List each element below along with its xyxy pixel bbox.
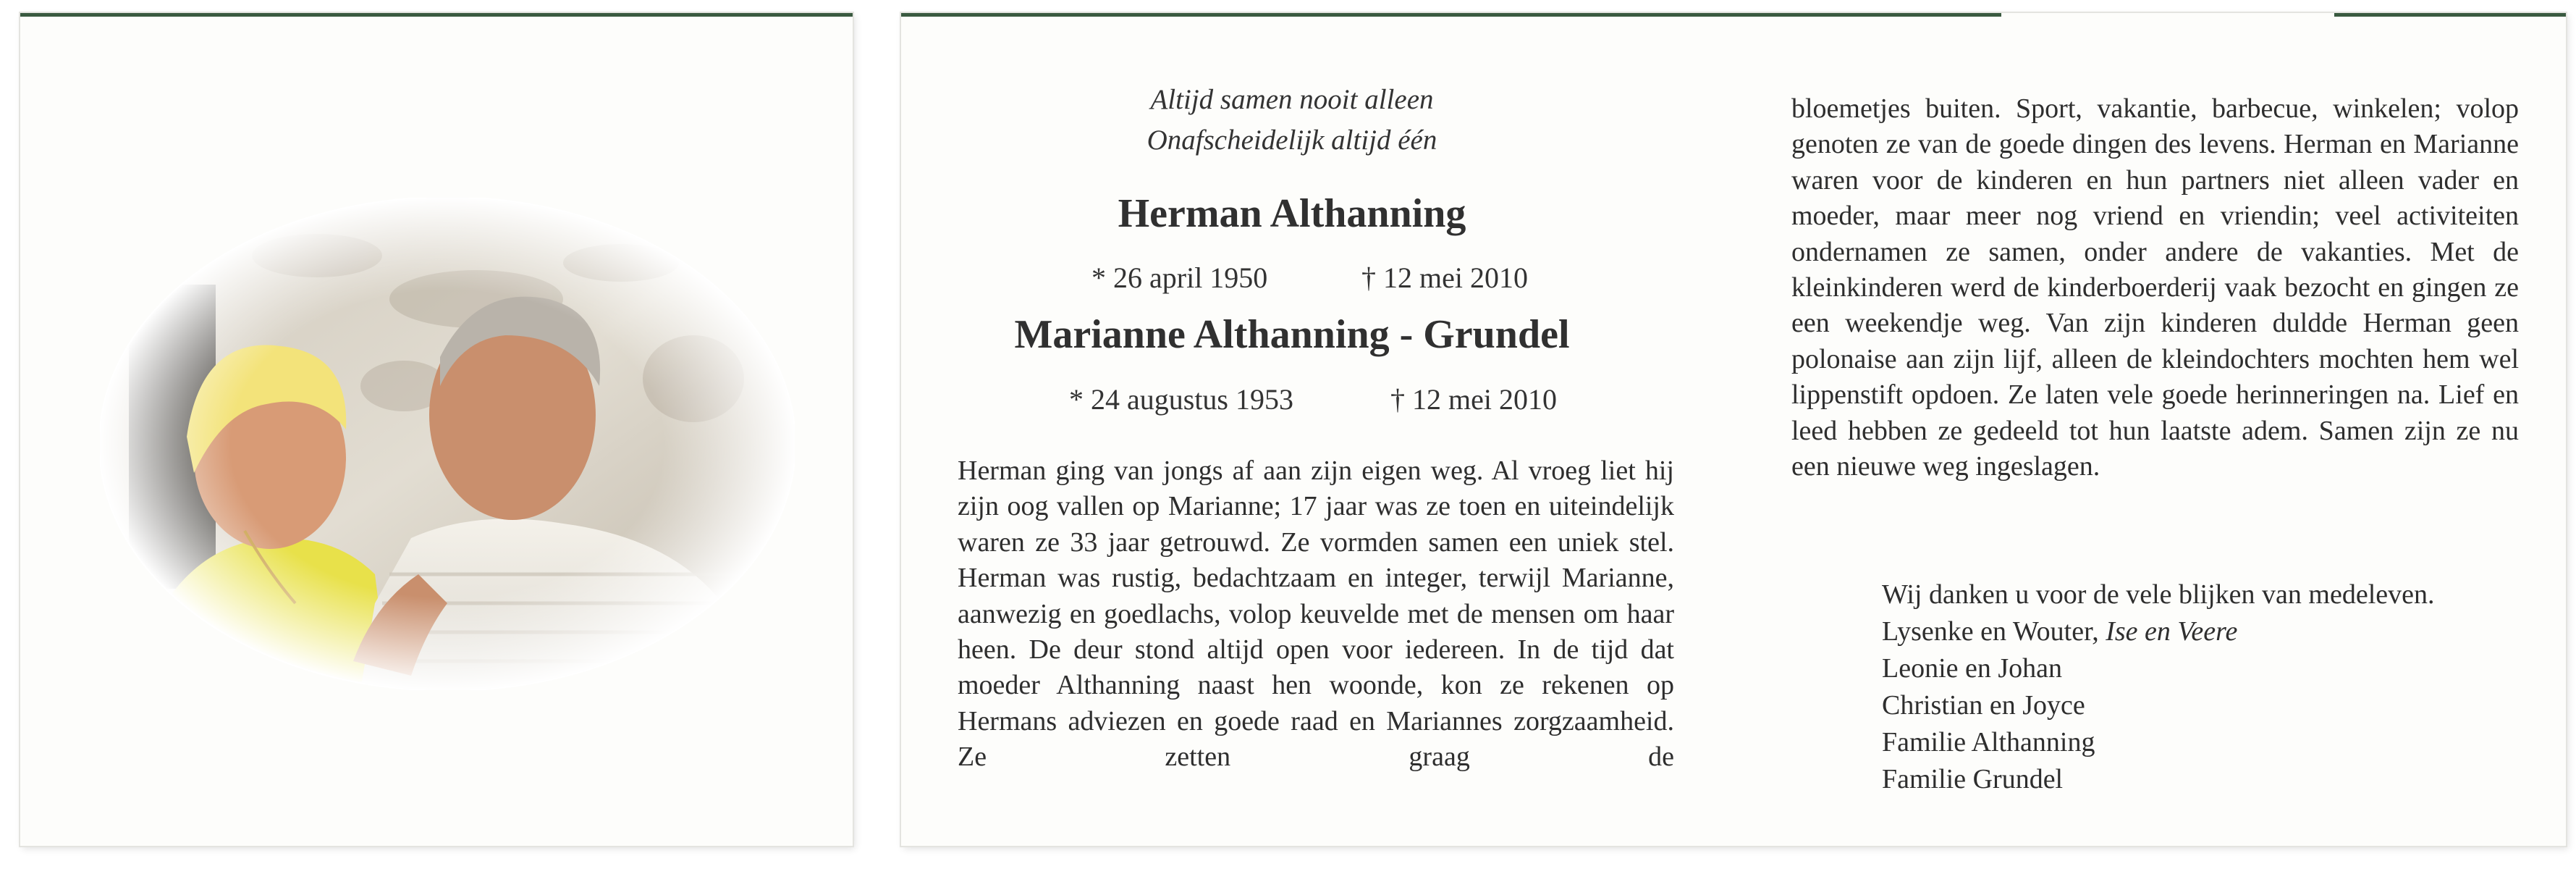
person-2-name: Marianne Althanning - Grundel [1014,312,1570,357]
card-top-edge [20,13,853,17]
person-2-born: * 24 augustus 1953 [1069,383,1293,416]
family-line-lysenke [1882,613,2435,650]
person-2-died: † 12 mei 2010 [1390,383,1557,416]
family-names: Lysenke en Wouter, [1882,616,2106,647]
motto-line-2: Onafscheidelijk altijd één [1146,125,1437,156]
biography-text-1: Herman ging van jongs af aan zijn eigen weg. Al vroeg liet hij zijn oog vallen op Marianne; 17 jaar was ze toen en uiteindelijk waren ze 33 jaar getrouwd. Ze vormden samen een uniek stel. Herman was rustig, bedachtzaam en integer, terwijl Marianne, aanwezig en goedlachs, volop keuvelde met de mensen om haar heen. De deur stond altijd open voor iedereen. In de tijd dat moeder Althanning naast hen woonde, kon ze rekenen op Hermans adviezen en goede raad en Mariannes zorgzaamheid. Ze zetten graag de [958,456,1674,773]
biography-column-2 [1791,91,2519,484]
family-line-christian: Christian en Joyce [1882,690,2085,721]
grandchildren-names: Ise en Veere [2106,616,2238,647]
motto-line-1: Altijd samen nooit alleen [1150,84,1434,115]
family-line-althanning: Familie Althanning [1882,727,2095,757]
family-line-grundel: Familie Grundel [1882,764,2064,794]
biography-text-2: bloemetjes buiten. Sport, vakantie, barbecue, winkelen; volop genoten ze van de goede dingen des levens. Herman en Marianne waren voor de kinderen en hun partners niet alleen vader en moeder, maar meer nog vriend en vriendin; veel activiteiten ondernamen ze samen, onder andere de vakanties. Met de kleinkinderen werd de kinderboerderij vaak bezocht en gingen ze een weekendje weg. Van zijn kinderen duldde Herman geen polonaise aan zijn lijf, alleen de kleindochters mochten hem wel lippenstift opdoen. Ze laten vele goede herinneringen na. Lief en leed hebben ze gedeeld tot hun laatste adem. Samen zijn ze nu een nieuwe weg ingeslagen. [1791,93,2519,482]
couple-photo [100,198,795,690]
person-1-born: * 26 april 1950 [1091,261,1268,294]
thanks-line: Wij danken u voor de vele blijken van medeleven. [1882,579,2435,610]
portrait-photo-icon [100,198,795,690]
family-line-leonie: Leonie en Johan [1882,653,2063,684]
biography-column-1 [958,453,1674,776]
text-card [901,13,2566,846]
person-1-name: Herman Althanning [1118,191,1466,236]
thanks-block [1882,576,2435,798]
person-1-died: † 12 mei 2010 [1361,261,1528,294]
photo-card [20,13,853,846]
card-edge-gap [2001,13,2334,17]
motto [901,80,1683,161]
